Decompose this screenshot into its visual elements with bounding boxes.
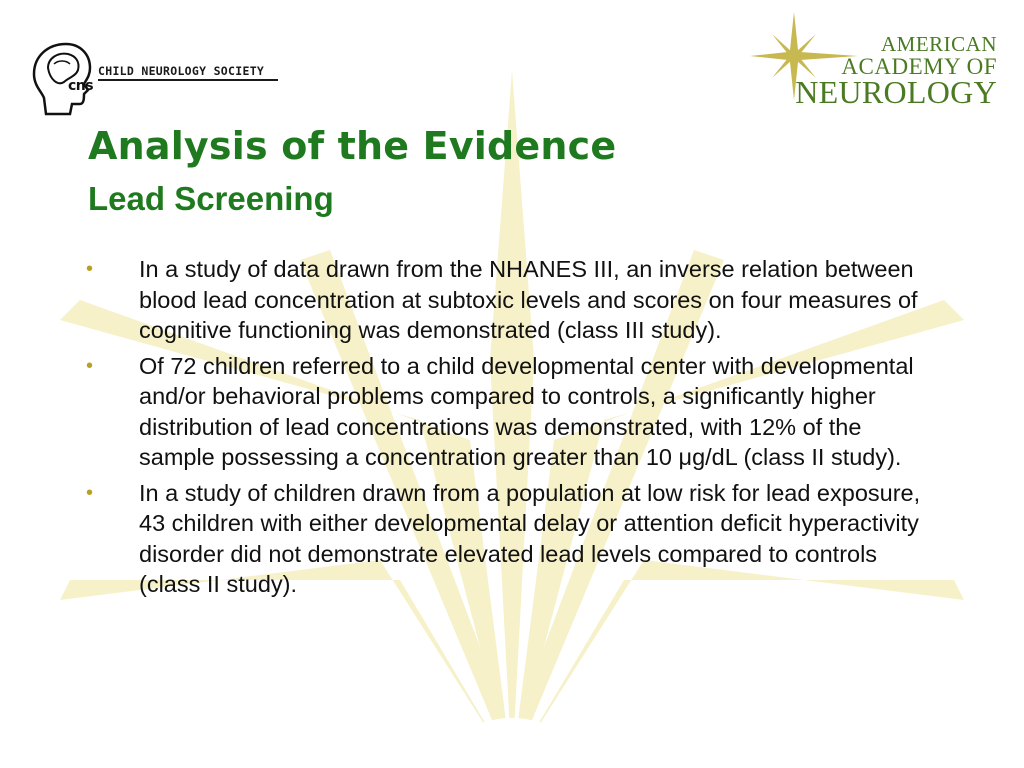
cns-abbrev: cns — [68, 78, 94, 94]
aan-name-line2: ACADEMY OF — [841, 54, 997, 79]
bullet-icon: • — [86, 354, 94, 377]
slide-subtitle: Lead Screening — [88, 180, 334, 217]
aan-name-line3: NEUROLOGY — [795, 74, 997, 110]
bullet-icon: • — [86, 481, 94, 504]
aan-name-line1: AMERICAN — [880, 32, 997, 56]
cns-society-name: CHILD NEUROLOGY SOCIETY — [98, 64, 265, 78]
bullet-text: In a study of children drawn from a population at low risk for lead exposure, 43 children with either developmental delay or attention deficit hyperactivity disorder did not demonstrate elevated lead levels compared to controls (class II study). — [139, 479, 921, 597]
bullet-item — [86, 254, 926, 346]
bullet-item — [86, 478, 926, 600]
cns-logo — [28, 38, 288, 118]
bullet-item — [86, 351, 926, 473]
bullet-text: Of 72 children referred to a child developmental center with developmental and/or behavioral problems compared to controls, a significantly higher distribution of lead concentrations was demonstrated, with 12% of the sample possessing a concentration greater than 10 μg/dL (class II study). — [139, 352, 914, 470]
bullet-text: In a study of data drawn from the NHANES III, an inverse relation between blood lead concentration at subtoxic levels and scores on four measures of cognitive functioning was demonstrated (class III study). — [139, 256, 918, 343]
cns-underline — [98, 79, 278, 81]
aan-logo — [750, 10, 1005, 110]
bullet-list — [86, 254, 926, 605]
slide-title: Analysis of the Evidence — [88, 124, 617, 168]
bullet-icon: • — [86, 258, 94, 280]
